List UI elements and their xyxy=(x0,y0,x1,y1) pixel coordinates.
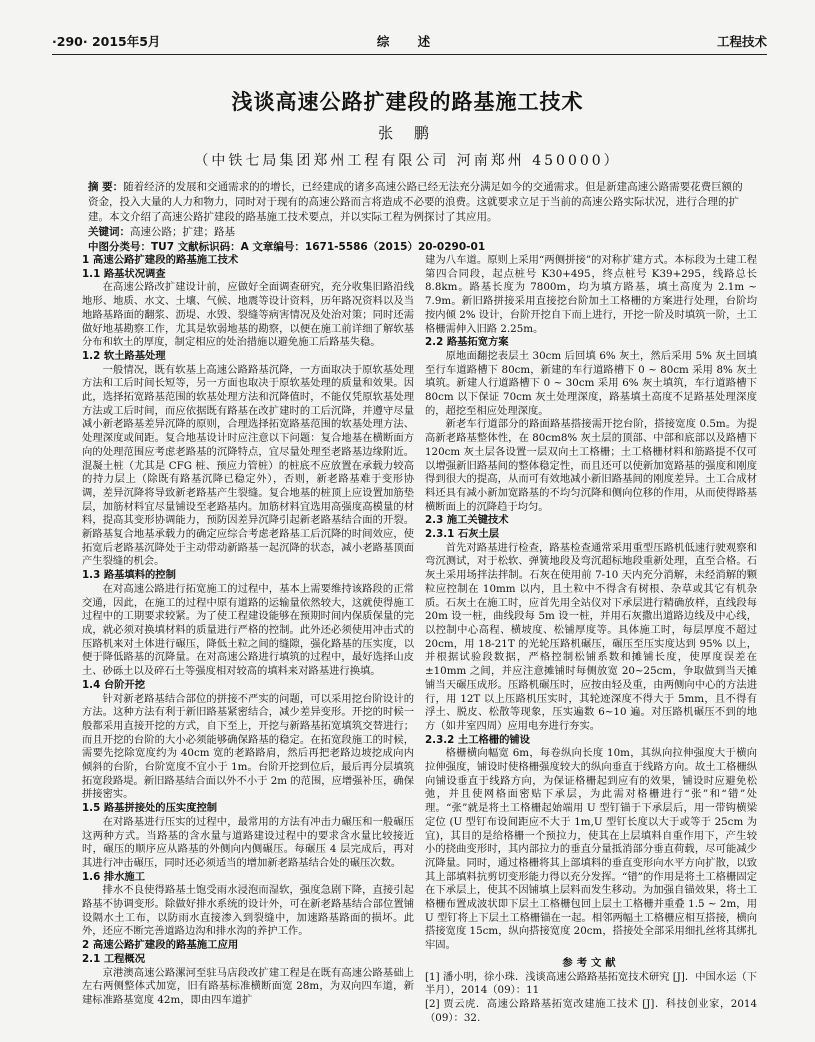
subsection-heading: 2.1 工程概况 xyxy=(82,952,146,965)
abstract xyxy=(88,180,745,225)
subsection-heading: 1.6 排水施工 xyxy=(82,870,146,883)
body-paragraph: 在高速公路改扩建设计前，应做好全面调查研究，充分收集旧路沿线地形、地质、水文、土壤、气候、地震等设计资料，历年路况资料以及当地路基路面的翻浆、沥堤、水毁、裂缝等病害情况及处治对策；同时还需做好地基勘察工作，尤其是软弱地基的勘察，以便在施工前详细了解软基分布和软土的厚度，制定相应的处治措施以避免施工后路基失稳。 xyxy=(82,281,414,349)
header-rule xyxy=(52,54,767,55)
reference-entry: [2] 贾云虎．高速公路路基拓宽改建施工技术 [J]．科技创业家，2014（09）：32. xyxy=(425,997,757,1024)
affiliation: （中铁七局集团郑州工程有限公司 河南郑州 450000） xyxy=(194,153,621,169)
classification-meta: 中图分类号：TU7 文献标识码：A 文章编号：1671-5586（2015）20-0290-01 xyxy=(88,241,486,253)
running-header xyxy=(52,28,767,54)
body-paragraph: 首先对路基进行检查，路基检查通常采用重型压路机低速行驶观察和弯沉测试，对于松软、弹簧地段及弯沉超标地段重新处理，直至合格。石灰土采用场拌法拌制。石灰在使用前 7-10 天内充分消解，未经消解的颗粒应控制在 10mm 以内，且土粒中不得含有树根、杂草或其它有机杂质。石灰土在施工时，应首先用全站仪对下承层进行精确放样，直线段每 20m 设一桩，曲线段每 5m 设一桩，并用石灰撒出道路边线及中心线，以控制中心高程、横坡度、松铺厚度等。具体施工时，每层厚度不超过 20cm，用 18-21T 的光轮压路机碾压，碾压至压实度达到 95% 以上，并根据试验段数据，严格控制松铺系数和摊铺长度，使厚度误差在 ±10mm 之间，并应注意摊铺时每侧放宽 20~25cm，争取做到当天摊铺当天碾压成形。压路机碾压时，应按由轻及重，由两侧向中心的方法进行，用 12T 以上压路机压实时，其轮迹深度不得大于 5mm，且不得有浮土、脱皮、松散等现象，压实遍数 6~10 遍。对压路机碾压不到的地方（如井室四周）应用电夯进行夯实。 xyxy=(425,541,757,732)
subsection-heading: 1.5 路基拼接处的压实度控制 xyxy=(82,802,218,815)
subsection-heading: 1.1 路基状况调查 xyxy=(82,267,166,280)
body-paragraph: 京港澳高速公路漯河至驻马店段改扩建工程是在既有高速公路基础上左右两侧整体式加宽，旧有路基标准横断面宽 28m，为双向四车道，新建标准路基宽度 42m，即由四车道扩 xyxy=(82,966,414,1006)
body-paragraph: 新老车行道部分的路面路基搭接需开挖台阶，搭接宽度 0.5m。为提高新老路基整体性，在 80cm8% 灰土层的顶部、中部和底部以及路槽下 120cm 灰土层各设置一层双向土工格栅；土工格栅材料和筋路提不仅可以增强新旧路基间的整体稳定性，而且还可以使新加宽路基的强度和刚度得到很大的提高，从而可有效地减小新旧路基间的刚度差异。土工合成材料还具有减小新加宽路基的不均匀沉降和侧向位移的作用，从而使得路基横断面上的沉降趋于均匀。 xyxy=(425,418,757,513)
page-info: ·290· 2015年5月 xyxy=(52,34,161,49)
author: 张 鹏 xyxy=(378,124,437,142)
paper-title: 浅谈高速公路扩建段的路基施工技术 xyxy=(231,90,584,114)
subsection-heading: 1.3 路基填料的控制 xyxy=(82,569,176,582)
body-paragraph: 针对新老路基结合部位的拼接不严实的问题，可以采用挖台阶设计的方法。这种方法有利于新旧路基紧密结合，减少差异变形。开挖的时候一般都采用直接开挖的方式，自下至上，开挖与新路基拓宽填筑交替进行；而且开挖的台阶的大小必须能够确保路基的稳定。在拓宽段施工的时候，需要先挖除宽度约为 40cm 宽的老路路肩，然后再把老路边坡挖成向内倾斜的台阶，台阶宽度不宜小于 1m。台阶开挖到位后，最后再分层填筑拓宽段路堤。新旧路基结合面以外不小于 2m 的范围，应增强补压，确保拼接密实。 xyxy=(82,692,414,801)
body-paragraph: 在对路基进行压实的过程中，最常用的方法有冲击力碾压和一般碾压这两种方式。当路基的含水量与道路建设过程中的要求含水量比较接近时，碾压的顺序应从路基的外侧向内侧碾压。每碾压 4 层完成后，再对其进行冲击碾压，同时还必须适当的增加新老路基结合处的碾压次数。 xyxy=(82,815,414,869)
subsection-heading: 1.4 台阶开挖 xyxy=(82,678,146,691)
keywords-label: 关键词： xyxy=(88,226,130,238)
body-paragraph: 建为八车道。原则上采用“两侧拼接”的对称扩建方式。本标段为土建工程第四合同段，起点桩号 K30+495，终点桩号 K39+295，线路总长 8.8km。路基长度为 7800m，均为填方路基，填土高度为 2.1m ~ 7.9m。新旧路拼接采用直接挖台阶加土工格栅的方案进行处理，台阶均按内倾 2% 设计，台阶开挖自下而上进行，开挖一阶及时填筑一阶，土工格栅需伸入旧路 2.25m。 xyxy=(425,254,757,335)
body-paragraph: 排水不良使得路基土饱受雨水浸泡而湿软，强度急剧下降，直接引起路基不协调变形。除做好排水系统的设计外，可在新老路基结合部位置铺设隔水土工布，以防雨水直接渗入到裂缝中，加速路基路面的损坏。此外，还应不断完善道路边沟和排水沟的养护工作。 xyxy=(82,884,414,938)
subsection-heading: 1.2 软土路基处理 xyxy=(82,349,166,362)
subsection-heading: 2.3.2 土工格栅的铺设 xyxy=(425,733,530,746)
body-paragraph: 一般情况，既有软基上高速公路路基沉降，一方面取决于原软基处理方法和工后时间长短等，另一方面也取决于原软基处理的质量和效果。因此，选择拓宽路基范围的软基处理方法和沉降值时，不能仅凭原软基处理方法或工后时间，而应依据既有路基在改扩建时的工后沉降，并遵守尽量减小新老路基差异沉降的原则，合理选择拓宽路基范围的软基处理方法、处理深度或间距。复合地基设计时应注意以下问题：复合地基在横断面方向的处理范围应考虑老路基的沉降特点，宜尽量处理至老路基边缘附近。混凝土桩（尤其是 CFG 桩、预应力管桩）的桩底不应放置在承载力较高的持力层上（除既有路基沉降已稳定外），否则，新老路基难于变形协调，差异沉降将导致新老路基产生裂缝。复合地基的桩顶上应设置加筋垫层，加筋材料宜尽量铺设至老路基内。加筋材料宜选用高强度高模量的材料，提高其变形协调能力，预防因差异沉降引起新老路基结合面的开裂。新路基复合地基承载力的确定应综合考虑老路基工后沉降的时间效应，使拓宽后老路基沉降处于主动带动新路基一起沉降的状态，减小老路基顶面产生裂缝的机会。 xyxy=(82,363,414,568)
subsection-heading: 2.3 施工关键技术 xyxy=(425,514,509,527)
journal-category: 工程技术 xyxy=(716,34,767,49)
section-heading: 2 高速公路扩建段的路基施工应用 xyxy=(82,939,239,952)
abstract-block xyxy=(88,180,745,255)
body-paragraph: 在对高速公路进行拓宽施工的过程中，基本上需要维持该路段的正常交通，因此，在施工的过程中原有道路的运输量依然较大，这就使得施工过程中的工期要求较紧。为了使工程建设能够在预期时间内保质保量的完成，就必须对换填材料的质量进行严格的控制。此外还必须使用冲击式的压路机来对土体进行碾压，降低土粒之间的缝隙，强化路基的压实度，以便于降低路基的沉降量。在对高速公路进行填筑的过程中，最好选择山皮土、砂砾土以及碎石土等强度相对较高的填料来对路基进行换填。 xyxy=(82,582,414,678)
left-column xyxy=(82,254,414,1008)
right-column xyxy=(425,254,757,1025)
abstract-text: 随着经济的发展和交通需求的的增长，已经建成的诸多高速公路已经无法充分满足如今的交通需求。但是新建高速公路需要花费巨额的资金，投入大量的人力和物力，同时对于现有的高速公路而言将造成不必要的浪费。这就要求立足于当前的高速公路实际状况，进行合理的扩建。本文介绍了高速公路扩建段的路基施工技术要点，并以实际工程为例探讨了其应用。 xyxy=(88,181,743,223)
section-label: 综 述 xyxy=(376,34,443,49)
subsection-heading: 2.3.1 石灰土层 xyxy=(425,528,500,541)
body-paragraph: 格栅横向幅宽 6m，每卷纵向长度 10m，其纵向拉伸强度大于横向拉伸强度，铺设时使格栅强度较大的纵向垂直于线路方向。故土工格栅纵向铺设垂直于线路方向，为保证格栅起到应有的效果，铺设时应避免松弛，并且使网格面密贴下承层，为此需对格栅进行“张”和“错”处理。“张”就是将土工格栅起始端用 U 型钉锚于下承层后，用一带钩横梁定位 (U 型钉布设间距应不大于 1m,U 型钉长度以大于或等于 25cm 为宜)，其目的是给格栅一个预拉力，使其在上层填料自重作用下，产生较小的挠曲变形时，其内部拉力的垂直分量抵消部分垂直荷载，尽可能减少沉降量。同时，通过格栅将其上部填料的垂直变形向水平方向扩散，以致其上部填料抗剪切变形能力得以充分发挥。“错”的作用是将土工格栅固定在下承层上，使其不因铺填上层料而发生移动。为加强自锚效果，将土工格栅布置成波状即下层土工格栅包回上层土工格栅并重叠 1.5 ~ 2m，用 U 型钉将上下层土工格栅锚在一起。相邻两幅土工格栅应相互搭接，横向搭接宽度 15cm，纵向搭接宽度 20cm，搭接处全部采用细扎丝将其绑扎牢固。 xyxy=(425,747,757,952)
body-paragraph: 原地面翻挖表层土 30cm 后回填 6% 灰土，然后采用 5% 灰土回填至行车道路槽下 80cm，新建的车行道路槽下 0 ~ 80cm 采用 8% 灰土填筑。新建人行道路槽下 0 ~ 30cm 采用 6% 灰土填筑，车行道路槽下 80cm 以下保证 70cm 灰土处理深度，路基填土高度不足路基处理深度的，超挖至相应处理深度。 xyxy=(425,349,757,417)
subsection-heading: 2.2 路基拓宽方案 xyxy=(425,336,509,349)
keywords xyxy=(88,225,745,240)
references-heading: 参考文献 xyxy=(562,956,620,969)
section-heading: 1 高速公路扩建段的路基施工技术 xyxy=(82,254,239,266)
abstract-label: 摘 要： xyxy=(88,181,124,193)
reference-entry: [1] 潘小明，徐小珠．浅谈高速公路路基拓宽技术研究 [J]．中国水运（下半月），2014（09）：11 xyxy=(425,970,757,997)
keywords-text: 高速公路；扩建；路基 xyxy=(130,226,235,238)
